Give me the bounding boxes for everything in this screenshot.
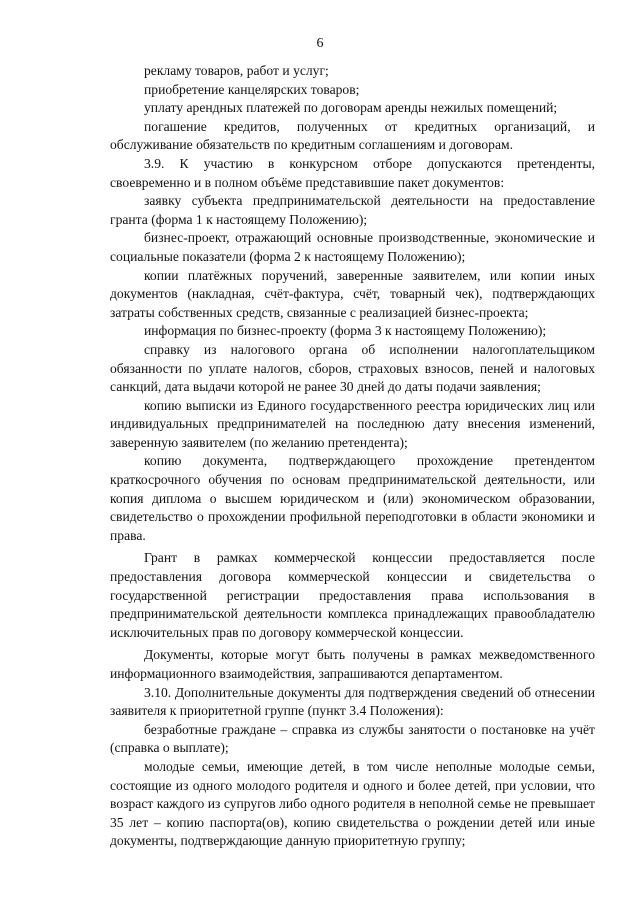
paragraph: Документы, которые могут быть получены в рамках межведомственного информационного взаимодействия, запрашиваются департаментом. [110,647,595,681]
paragraph: информация по бизнес-проекту (форма 3 к настоящему Положению); [144,323,547,339]
paragraph: Грант в рамках коммерческой концессии предоставляется после предоставления договора коммерческой концессии и свидетельства о государственной регистрации предоставления права использования в предпринимательской деятельности комплекса принадлежащих правообладателю исключительных прав по договору коммерческой концессии. [110,550,595,640]
paragraph: заявку субъекта предпринимательской деятельности на предоставление гранта (форма 1 к настоящему Положению); [110,193,595,227]
paragraph: копии платёжных поручений, заверенные заявителем, или копии иных документов (накладная, счёт-фактура, счёт, товарный чек), подтверждающих затраты собственных средств, связанные с реализацией бизнес-проекта; [110,267,595,320]
paragraph: бизнес-проект, отражающий основные производственные, экономические и социальные показатели (форма 2 к настоящему Положению); [110,230,595,264]
paragraph: копию документа, подтверждающего прохождение претендентом краткосрочного обучения по основам предпринимательской деятельности, или копия диплома о высшем юридическом и (или) экономическом образовании, свидетельство о прохождении профильной переподготовки в области экономики и права. [110,453,595,543]
paragraph: безработные граждане – справка из службы занятости о постановке на учёт (справка о выплате); [110,721,595,756]
document-body [110,62,595,851]
section-3-9-paragraph: 3.9. К участию в конкурсном отборе допускаются претенденты, своевременно и в полном объёме представившие пакет документов: [110,155,595,190]
page-number: 6 [316,36,324,51]
paragraph: приобретение канцелярских товаров; [144,81,360,97]
paragraph: рекламу товаров, работ и услуг; [144,63,329,78]
paragraph: погашение кредитов, полученных от кредитных организаций, и обслуживание обязательств по кредитным соглашениям и договорам. [110,118,595,153]
section-3-10-paragraph: 3.10. Дополнительные документы для подтверждения сведений об отнесении заявителя к приоритетной группе (пункт 3.4 Положения): [110,684,595,719]
paragraph: справку из налогового органа об исполнении налогоплательщиком обязанности по уплате налогов, сборов, страховых взносов, пеней и налоговых санкций, дата выдачи которой не ранее 30 дней до даты подачи заявления; [110,341,595,395]
paragraph: копию выписки из Единого государственного реестра юридических лиц или индивидуальных предпринимателей на последнюю дату внесения изменений, заверенную заявителем (по желанию претендента); [110,397,595,450]
paragraph: уплату арендных платежей по договорам аренды нежилых помещений; [144,100,558,116]
paragraph: молодые семьи, имеющие детей, в том числе неполные молодые семьи, состоящие из одного молодого родителя и одного и более детей, при условии, что возраст каждого из супругов либо одного родителя в неполной семье не превышает 35 лет – копию паспорта(ов), копию свидетельства о рождении детей или иные документы, подтверждающие данную приоритетную группу; [110,758,595,849]
